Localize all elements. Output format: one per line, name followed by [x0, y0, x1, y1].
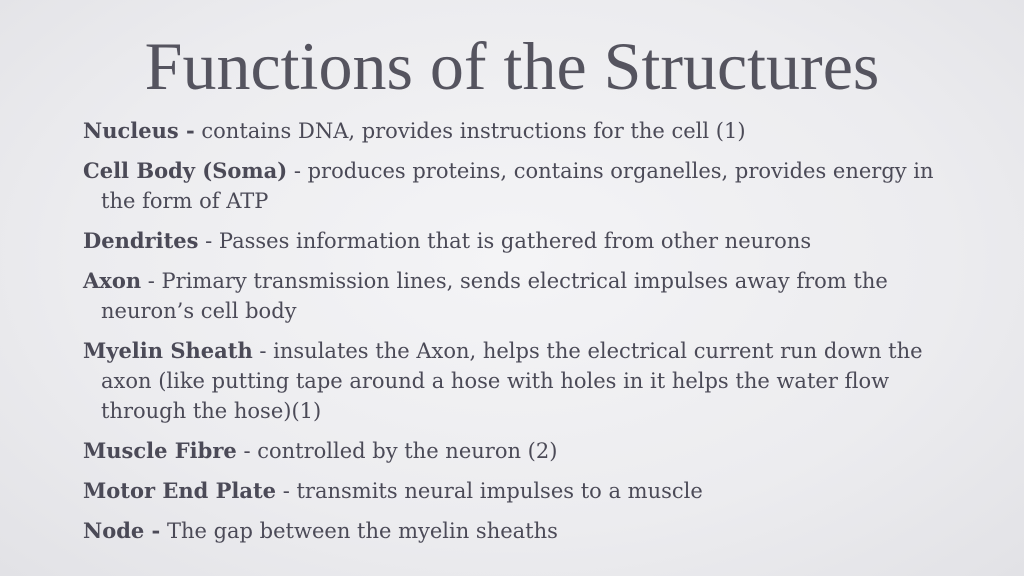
- item-term: Muscle Fibre: [83, 438, 237, 463]
- item-term: Node -: [83, 518, 161, 543]
- list-item-myelin-sheath: [83, 336, 973, 426]
- slide-title: Functions of the Structures: [144, 28, 880, 104]
- item-description: - transmits neural impulses to a muscle: [276, 479, 703, 503]
- item-term: Motor End Plate: [83, 478, 277, 503]
- list-item-cell-body: [83, 156, 973, 216]
- list-item-node: [83, 516, 973, 546]
- structure-list: [83, 116, 973, 556]
- item-term: Axon: [83, 268, 142, 293]
- item-description: - produces proteins, contains organelles, provides energy in the form of ATP: [101, 159, 934, 213]
- item-term: Myelin Sheath: [83, 338, 253, 363]
- item-description: - insulates the Axon, helps the electrical current run down the axon (like putting tape around a hose with holes in it helps the water flow through the hose)(1): [101, 339, 923, 423]
- list-item-axon: [83, 266, 973, 326]
- list-item-motor-end-plate: [83, 476, 973, 506]
- list-item-muscle-fibre: [83, 436, 973, 466]
- item-term: Nucleus -: [83, 118, 195, 143]
- item-description: contains DNA, provides instructions for the cell (1): [194, 119, 746, 143]
- list-item-dendrites: [83, 226, 973, 256]
- list-item-nucleus: [83, 116, 973, 146]
- item-term: Cell Body (Soma): [83, 158, 288, 183]
- item-description: - Passes information that is gathered from other neurons: [198, 229, 812, 253]
- item-description: - Primary transmission lines, sends electrical impulses away from the neuron’s cell body: [101, 269, 888, 323]
- item-description: The gap between the myelin sheaths: [160, 519, 558, 543]
- item-term: Dendrites: [83, 228, 199, 253]
- item-description: - controlled by the neuron (2): [236, 439, 558, 463]
